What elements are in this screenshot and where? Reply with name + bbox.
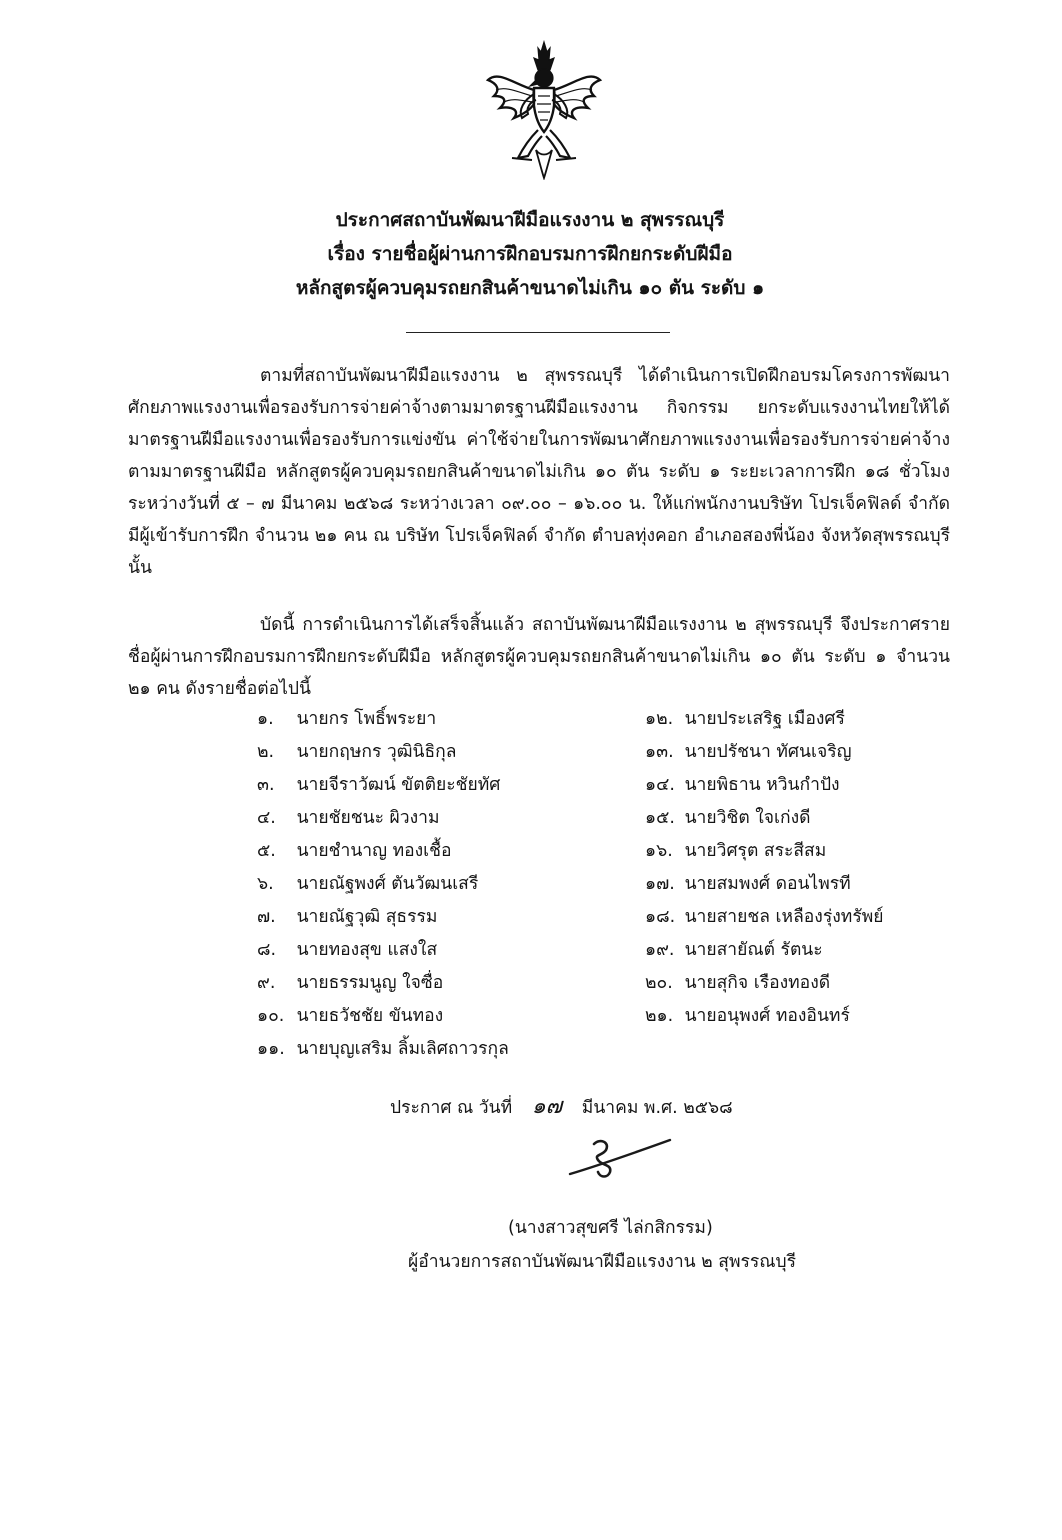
- list-item-number: ๑๘.: [645, 907, 676, 927]
- list-item-name: นายวิศรุต สระสีสม: [684, 841, 827, 861]
- list-item-name: นายพิธาน หวินกำปัง: [684, 775, 840, 795]
- title-line-3: หลักสูตรผู้ควบคุมรถยกสินค้าขนาดไม่เกิน ๑๐ ตัน ระดับ ๑: [295, 277, 765, 299]
- list-item-name: นายชัยชนะ ผิวงาม: [296, 808, 440, 828]
- list-item: [645, 802, 965, 835]
- handwritten-signature-icon: [560, 1128, 680, 1188]
- list-item-name: นายธรรมนูญ ใจซื่อ: [296, 973, 444, 993]
- list-item: [257, 802, 617, 835]
- list-item-name: นายอนุพงศ์ ทองอินทร์: [684, 1006, 850, 1026]
- list-item-number: ๑๓.: [645, 742, 674, 762]
- list-item: [257, 967, 617, 1000]
- list-item-number: ๑๕.: [645, 808, 675, 828]
- list-item-number: ๓.: [257, 775, 275, 795]
- body-paragraph-1: ตามที่สถาบันพัฒนาฝีมือแรงงาน ๒ สุพรรณบุรี ได้ดำเนินการเปิดฝึกอบรมโครงการพัฒนาศักยภาพแรงงานเพื่อรองรับการจ่ายค่าจ้างตามมาตรฐานฝีมือแรงงาน กิจกรรม ยกระดับแรงงานไทยให้ได้มาตรฐานฝีมือแรงงานเพื่อรองรับการแข่งขัน ค่าใช้จ่ายในการพัฒนาศักยภาพแรงงานเพื่อรองรับการจ่ายค่าจ้างตามมาตรฐานฝีมือ หลักสูตรผู้ควบคุมรถยกสินค้าขนาดไม่เกิน ๑๐ ตัน ระดับ ๑ ระยะเวลาการฝึก ๑๘ ชั่วโมง ระหว่างวันที่ ๕ – ๗ มีนาคม ๒๕๖๘ ระหว่างเวลา ๐๙.๐๐ – ๑๖.๐๐ น. ให้แก่พนักงานบริษัท โปรเจ็คฟิลด์ จำกัด มีผู้เข้ารับการฝึก จำนวน ๒๑ คน ณ บริษัท โปรเจ็คฟิลด์ จำกัด ตำบลทุ่งคอก อำเภอสองพี่น้อง จังหวัดสุพรรณบุรี นั้น: [128, 366, 950, 578]
- list-item-number: ๒๐.: [645, 973, 673, 993]
- list-item-number: ๒๑.: [645, 1006, 674, 1026]
- list-item-name: นายจีราวัฒน์ ขัตติยะชัยทัศ: [296, 775, 501, 795]
- list-item: [645, 703, 965, 736]
- list-item-name: นายสายัณต์ รัตนะ: [684, 940, 823, 960]
- list-item-name: นายปรัชนา ทัศนเจริญ: [684, 742, 852, 762]
- list-item-number: ๑๔.: [645, 775, 675, 795]
- list-item-number: ๑๖.: [645, 841, 673, 861]
- garuda-emblem-icon: [484, 40, 604, 180]
- list-item: [645, 736, 965, 769]
- list-item-name: นายณัฐพงศ์ ตันวัฒนเสรี: [296, 874, 479, 894]
- list-item: [257, 934, 617, 967]
- list-item-number: ๑๗.: [645, 874, 675, 894]
- list-item: [645, 769, 965, 802]
- date-suffix: มีนาคม พ.ศ. ๒๕๖๘: [581, 1098, 733, 1118]
- list-item-number: ๑.: [257, 709, 274, 729]
- list-item-number: ๒.: [257, 742, 275, 762]
- list-item: [645, 1000, 965, 1033]
- announcement-date: [390, 1092, 733, 1123]
- list-item: [645, 967, 965, 1000]
- list-item: [257, 868, 617, 901]
- list-item-name: นายสายชล เหลืองรุ่งทรัพย์: [684, 907, 884, 927]
- list-item: [645, 868, 965, 901]
- list-item: [257, 1000, 617, 1033]
- date-day-handwritten: ๑๗: [531, 1094, 563, 1119]
- list-item-number: ๑๑.: [257, 1039, 285, 1059]
- list-item-number: ๔.: [257, 808, 276, 828]
- body-paragraph-2: บัดนี้ การดำเนินการได้เสร็จสิ้นแล้ว สถาบันพัฒนาฝีมือแรงงาน ๒ สุพรรณบุรี จึงประกาศรายชื่อผู้ผ่านการฝึกอบรมการฝึกยกระดับฝีมือ หลักสูตรผู้ควบคุมรถยกสินค้าขนาดไม่เกิน ๑๐ ตัน ระดับ ๑ จำนวน ๒๑ คน ดังรายชื่อต่อไปนี้: [128, 615, 950, 699]
- list-item: [257, 1033, 617, 1066]
- list-item: [257, 769, 617, 802]
- list-item-number: ๖.: [257, 874, 274, 894]
- list-item-name: นายกฤษกร วุฒินิธิกุล: [296, 742, 457, 762]
- list-item: [645, 835, 965, 868]
- list-item-number: ๙.: [257, 973, 276, 993]
- list-item-number: ๑๒.: [645, 709, 674, 729]
- list-item: [645, 901, 965, 934]
- list-item-name: นายทองสุข แสงใส: [296, 940, 438, 960]
- list-item-number: ๕.: [257, 841, 276, 861]
- list-item: [645, 934, 965, 967]
- list-item-name: นายบุญเสริม ลิ้มเลิศถาวรกุล: [296, 1039, 509, 1059]
- date-prefix: ประกาศ ณ วันที่: [390, 1098, 513, 1118]
- signer-title: ผู้อำนวยการสถาบันพัฒนาฝีมือแรงงาน ๒ สุพรรณบุรี: [408, 1252, 797, 1272]
- list-item-number: ๗.: [257, 907, 276, 927]
- title-line-2: เรื่อง รายชื่อผู้ผ่านการฝึกอบรมการฝึกยกระดับฝีมือ: [327, 243, 733, 265]
- list-item-name: นายสมพงศ์ ดอนไพรที: [684, 874, 851, 894]
- list-item-name: นายประเสริฐ เมืองศรี: [684, 709, 845, 729]
- list-item-name: นายธวัชชัย ขันทอง: [296, 1006, 444, 1026]
- list-item: [257, 736, 617, 769]
- signer-name: (นางสาวสุขศรี ไล่กสิกรรม): [508, 1218, 713, 1238]
- list-item: [257, 703, 617, 736]
- list-item-name: นายกร โพธิ์พระยา: [296, 709, 437, 729]
- list-item-number: ๑๙.: [645, 940, 675, 960]
- list-item-number: ๑๐.: [257, 1006, 285, 1026]
- title-divider: [406, 332, 670, 333]
- list-item-number: ๘.: [257, 940, 277, 960]
- name-list-left: [257, 703, 617, 1066]
- announcement-title: [180, 203, 880, 305]
- list-item: [257, 901, 617, 934]
- list-item-name: นายชำนาญ ทองเชื้อ: [296, 841, 452, 861]
- list-item-name: นายณัฐวุฒิ สุธรรม: [296, 907, 438, 927]
- list-item-name: นายสุกิจ เรืองทองดี: [684, 973, 831, 993]
- title-line-1: ประกาศสถาบันพัฒนาฝีมือแรงงาน ๒ สุพรรณบุรี: [335, 209, 725, 231]
- list-item-name: นายวิชิต ใจเก่งดี: [684, 808, 811, 828]
- name-list-right: [645, 703, 965, 1033]
- list-item: [257, 835, 617, 868]
